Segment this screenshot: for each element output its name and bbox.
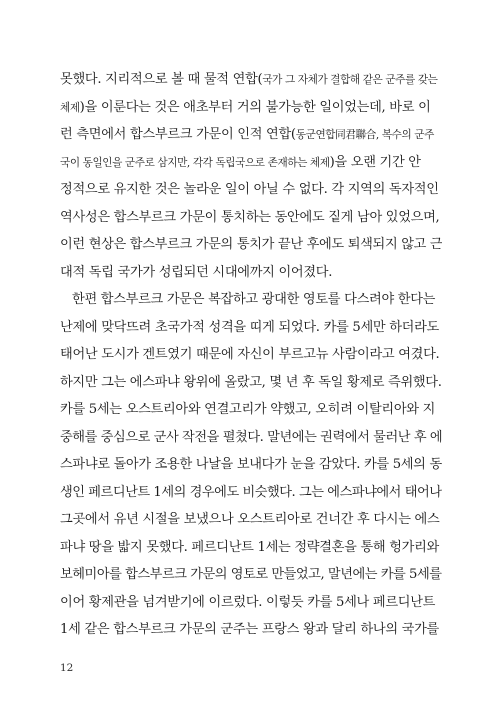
body-text-segment: 난제에 맞닥뜨려 초국가적 성격을 띠게 되었다. 카를 5세만 하더라도 [60, 319, 439, 335]
text-line [60, 149, 442, 177]
text-line [60, 506, 442, 534]
text-line [60, 286, 442, 314]
body-text-segment: 정적으로 유지한 것은 놀라운 일이 아닐 수 없다. 각 지역의 독자적인 [60, 182, 439, 197]
body-text-segment: 이런 현상은 합스부르크 가문의 통치가 끝난 후에도 퇴색되지 않고 근 [60, 237, 442, 252]
page-number: 12 [60, 662, 74, 674]
body-text-segment: 중해를 중심으로 군사 작전을 펼쳤다. 말년에는 권력에서 물러난 후 에 [60, 429, 442, 445]
text-line [60, 204, 442, 232]
annotation-text: 국가 그 자체가 결합해 같은 군주를 갖는 [262, 74, 438, 86]
text-line [60, 231, 442, 259]
text-line [60, 616, 442, 644]
body-text-segment: 이어 황제관을 넘겨받기에 이르렀다. 이렇듯 카를 5세나 페르디난트 [60, 594, 436, 610]
text-line [60, 94, 442, 122]
body-text-segment: 하지만 그는 에스파냐 왕위에 올랐고, 몇 년 후 독일 황제로 즉위했다. [60, 374, 442, 390]
text-line [60, 451, 442, 479]
text-line [60, 369, 442, 397]
text-line [60, 561, 442, 589]
body-text-segment: 한편 합스부르크 가문은 복잡하고 광대한 영토를 다스려야 한다는 [72, 292, 436, 307]
body-text-segment: 스파냐로 돌아가 조용한 나날을 보내다가 눈을 감았다. 카를 5세의 동 [60, 457, 442, 472]
body-text-segment: 카를 5세는 오스트리아와 연결고리가 약했고, 오히려 이탈리아와 지 [60, 402, 436, 417]
body-text-segment: 태어난 도시가 겐트였기 때문에 자신이 부르고뉴 사람이라고 여겼다. [60, 347, 440, 362]
text-line [60, 534, 442, 562]
text-line [60, 66, 442, 94]
text-line [60, 396, 442, 424]
text-line [60, 314, 442, 342]
body-text [60, 66, 442, 644]
body-text-segment: 런 측면에서 합스부르크 가문이 인적 연합( [60, 127, 296, 142]
body-text-segment: )을 이룬다는 것은 애초부터 거의 불가능한 일이었는데, 바로 이 [79, 99, 431, 115]
text-line [60, 341, 442, 369]
body-text-segment: 대적 독립 국가가 성립되던 시대에까지 이어졌다. [60, 264, 333, 280]
text-line [60, 259, 442, 287]
body-text-segment: )을 오랜 기간 안 [329, 154, 421, 170]
body-text-segment: 생인 페르디난트 1세의 경우에도 비슷했다. 그는 에스파냐에서 태어나 [60, 484, 442, 500]
body-text-segment: 보헤미아를 합스부르크 가문의 영토로 만들었고, 말년에는 카를 5세를 [60, 567, 442, 582]
text-line [60, 479, 442, 507]
body-text-segment: 역사성은 합스부르크 가문이 통치하는 동안에도 짙게 남아 있었으며, [60, 209, 440, 225]
text-line [60, 589, 442, 617]
body-text-segment: 못했다. 지리적으로 볼 때 물적 연합( [60, 72, 263, 87]
annotation-text: 체제 [60, 101, 80, 114]
text-line [60, 121, 442, 149]
body-text-segment: 파냐 땅을 밟지 못했다. 페르디난트 1세는 정략결혼을 통해 헝가리와 [60, 539, 439, 555]
annotation-text: 동군연합同君聯合, 복수의 군주 [295, 129, 434, 141]
text-line [60, 176, 442, 204]
text-line [60, 424, 442, 452]
body-text-segment: 그곳에서 유년 시절을 보냈으나 오스트리아로 건너간 후 다시는 에스 [60, 512, 440, 527]
annotation-text: 국이 동일인을 군주로 삼지만, 각각 독립국으로 존재하는 체제 [60, 156, 330, 169]
body-text-segment: 1세 같은 합스부르크 가문의 군주는 프랑스 왕과 달리 하나의 국가를 [60, 622, 439, 637]
